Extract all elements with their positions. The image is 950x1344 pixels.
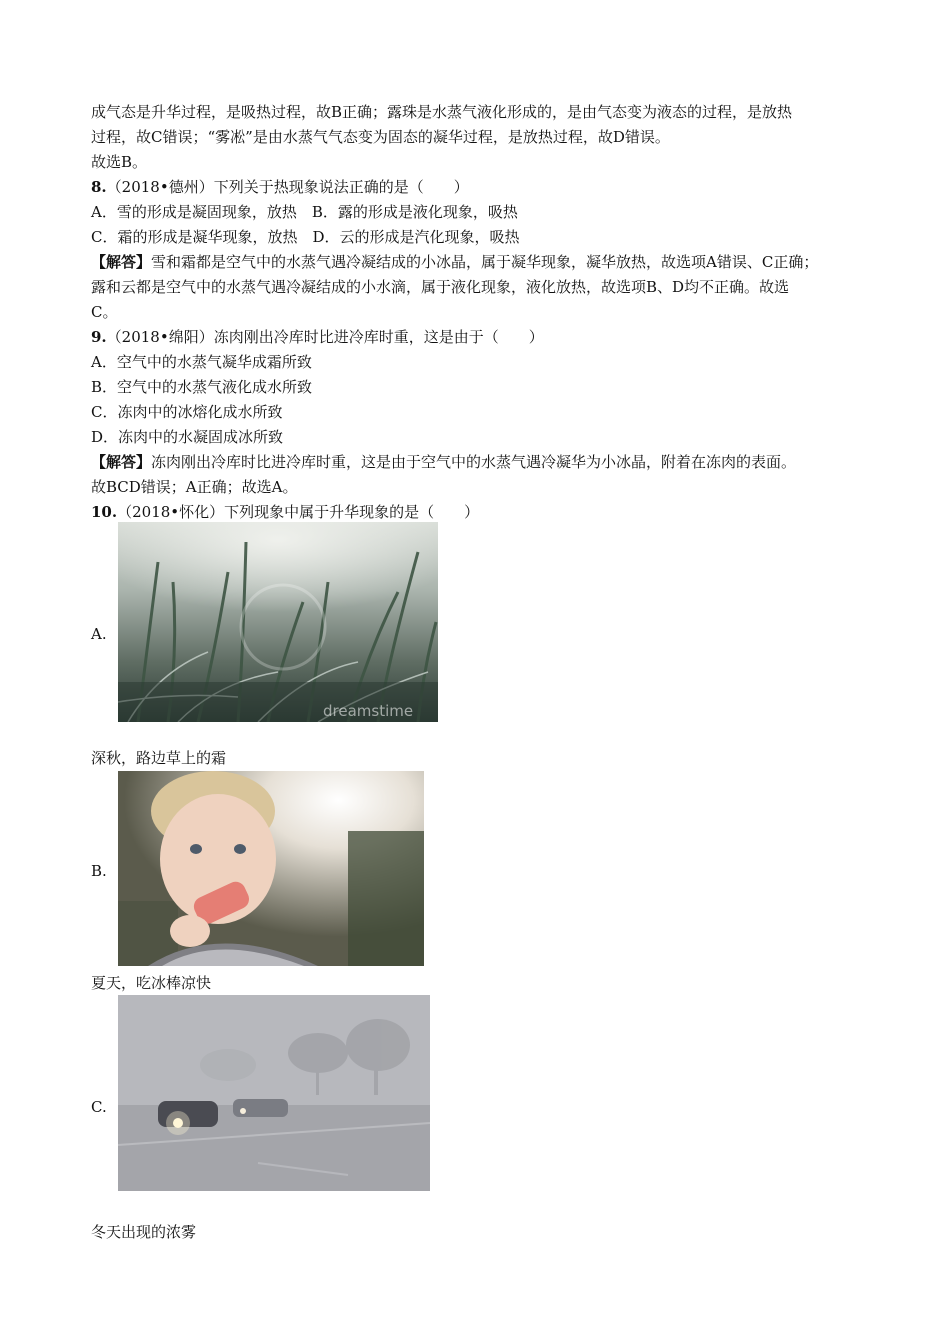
question-9-option-c: C．冻肉中的冰熔化成水所致 <box>91 403 283 421</box>
option-c-label: C. <box>91 1098 107 1116</box>
question-8-stem <box>91 177 469 197</box>
frost-grass-image <box>118 522 438 722</box>
question-10-stem <box>91 502 479 522</box>
frost-grass-photo <box>118 522 438 722</box>
question-text: （2018•绵阳）冻肉刚出冷库时比进冷库时重，这是由于（ ） <box>106 328 544 346</box>
popsicle-child-image <box>118 771 424 966</box>
option-c-caption: 冬天出现的浓雾 <box>91 1223 197 1241</box>
answer-text: 露和云都是空气中的水蒸气遇冷凝结成的小水滴，属于液化现象，液化放热，故选项B、D均不正确。故选 <box>91 278 790 296</box>
question-9-answer <box>91 452 796 472</box>
question-number: 8. <box>91 178 107 196</box>
question-number: 10. <box>91 503 118 521</box>
text-line: 过程，故C错误；“雾凇”是由水蒸气气态变为固态的凝华过程，是放热过程，故D错误。 <box>91 128 670 146</box>
watermark-text: dreamstime <box>323 702 414 720</box>
question-9-option-b: B．空气中的水蒸气液化成水所致 <box>91 378 313 396</box>
answer-text: C。 <box>91 303 118 321</box>
question-8-answer <box>91 252 818 272</box>
text-line: 故选B。 <box>91 153 148 171</box>
question-8-options-cd: C．霜的形成是凝华现象，放热 D．云的形成是汽化现象，吸热 <box>91 228 520 246</box>
text-line: 成气态是升华过程，是吸热过程，故B正确；露珠是水蒸气液化形成的，是由气态变为液态的过程，是放热 <box>91 103 793 121</box>
option-b-label: B. <box>91 862 107 880</box>
answer-text: 雪和霜都是空气中的水蒸气遇冷凝结成的小冰晶，属于凝华现象，凝华放热，故选项A错误、C正确； <box>151 253 819 271</box>
popsicle-child-photo <box>118 771 424 966</box>
question-9-option-a: A．空气中的水蒸气凝华成霜所致 <box>91 353 312 371</box>
question-number: 9. <box>91 328 107 346</box>
option-b-caption: 夏天，吃冰棒凉快 <box>91 974 212 992</box>
foggy-road-image <box>118 995 430 1191</box>
question-text: （2018•德州）下列关于热现象说法正确的是（ ） <box>106 178 469 196</box>
answer-text: 冻肉刚出冷库时比进冷库时重，这是由于空气中的水蒸气遇冷凝华为小冰晶，附着在冻肉的表面。 <box>151 453 797 471</box>
question-9-option-d: D．冻肉中的水凝固成冰所致 <box>91 428 284 446</box>
option-a-label: A. <box>91 625 107 643</box>
option-a-caption: 深秋，路边草上的霜 <box>91 749 227 767</box>
question-8-options-ab: A．雪的形成是凝固现象，放热 B．露的形成是液化现象，吸热 <box>91 203 518 221</box>
answer-tag: 【解答】 <box>91 453 152 471</box>
question-9-stem <box>91 327 544 347</box>
answer-tag: 【解答】 <box>91 253 152 271</box>
answer-text: 故BCD错误；A正确；故选A。 <box>91 478 298 496</box>
question-text: （2018•怀化）下列现象中属于升华现象的是（ ） <box>117 503 480 521</box>
foggy-road-photo <box>118 995 430 1191</box>
